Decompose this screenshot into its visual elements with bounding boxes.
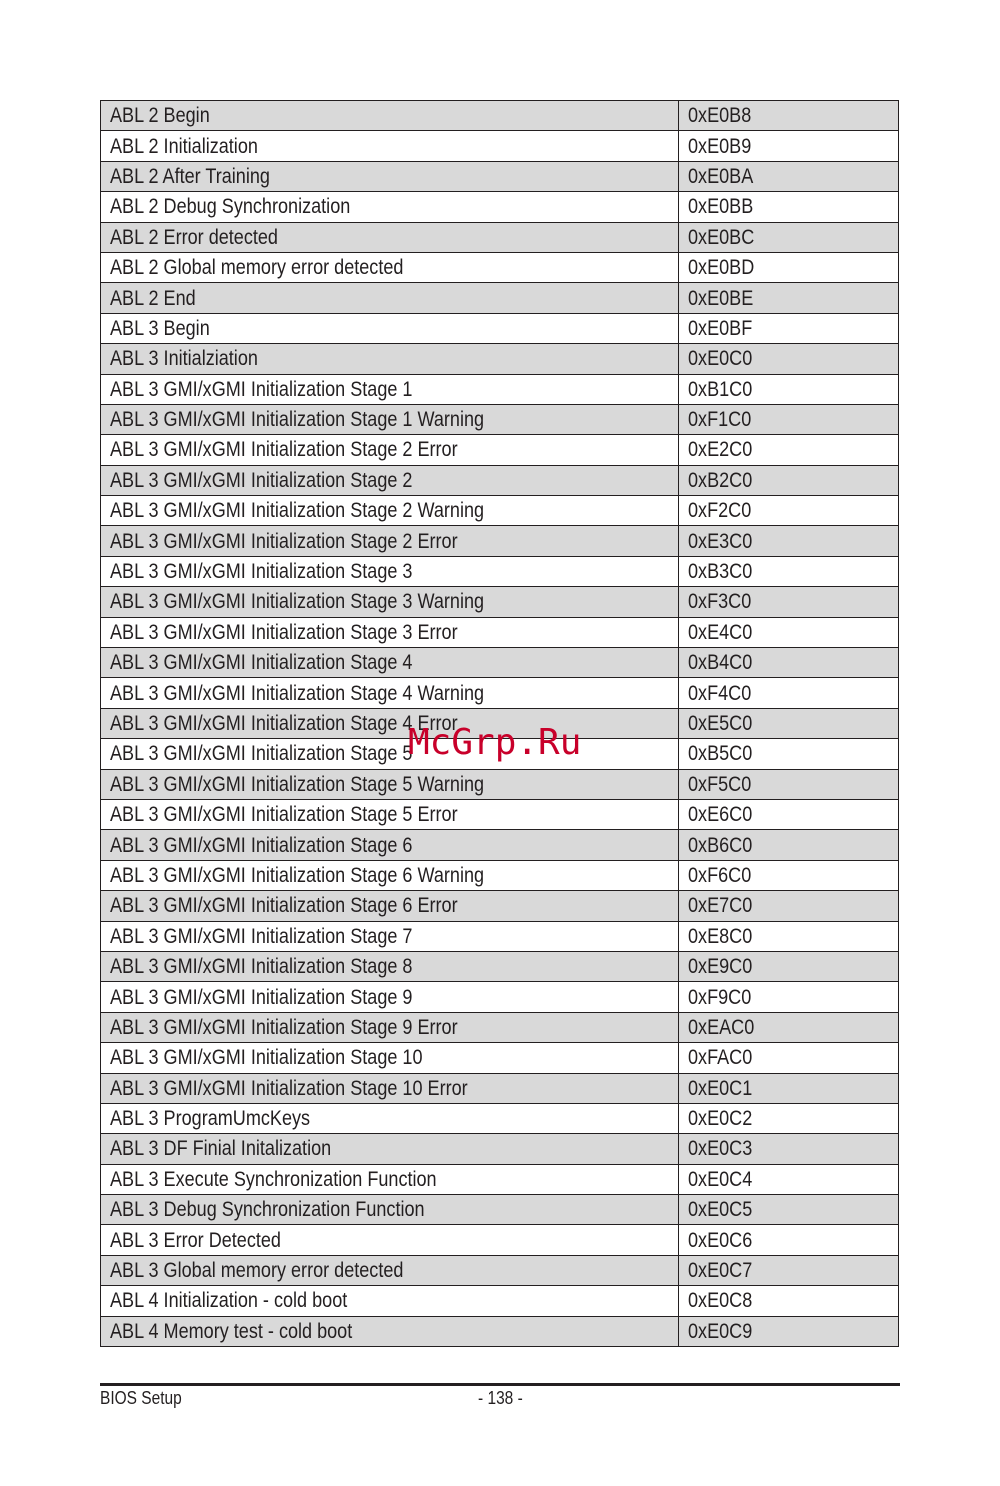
checkpoint-description: ABL 3 Global memory error detected: [110, 1259, 404, 1283]
table-row: [101, 921, 899, 951]
checkpoint-code-cell: [679, 1073, 899, 1103]
checkpoint-description: ABL 3 GMI/xGMI Initialization Stage 4: [110, 651, 413, 675]
checkpoint-description-cell: [101, 374, 679, 404]
checkpoint-code-cell: [679, 526, 899, 556]
checkpoint-code: 0xE0C6: [688, 1228, 753, 1252]
table-row: [101, 465, 899, 495]
table-row: [101, 1103, 899, 1133]
checkpoint-code-cell: [679, 799, 899, 829]
checkpoint-code: 0xE9C0: [688, 955, 753, 979]
checkpoint-code-cell: [679, 830, 899, 860]
checkpoint-description-cell: [101, 921, 679, 951]
checkpoint-description-cell: [101, 982, 679, 1012]
checkpoint-description-cell: [101, 1073, 679, 1103]
checkpoint-description: ABL 3 GMI/xGMI Initialization Stage 1: [110, 377, 413, 401]
checkpoint-code: 0xB3C0: [688, 560, 753, 584]
checkpoint-code: 0xE0BE: [688, 286, 754, 310]
checkpoint-code: 0xE5C0: [688, 712, 753, 735]
checkpoint-code: 0xE0C9: [688, 1319, 753, 1343]
checkpoint-code: 0xF3C0: [688, 590, 752, 614]
table-row: [101, 131, 899, 161]
checkpoint-code: 0xF9C0: [688, 985, 752, 1009]
checkpoint-code: 0xE0BF: [688, 316, 753, 340]
checkpoint-description-cell: [101, 1103, 679, 1133]
table-row: [101, 860, 899, 890]
footer-section-label: BIOS Setup: [100, 1388, 182, 1408]
checkpoint-code-cell: [679, 982, 899, 1012]
checkpoint-description: ABL 3 DF Finial Initalization: [110, 1137, 332, 1161]
checkpoint-code: 0xE8C0: [688, 924, 753, 948]
checkpoint-description: ABL 2 Initialization: [110, 134, 258, 158]
checkpoint-code: 0xF4C0: [688, 681, 752, 705]
checkpoint-description-cell: [101, 526, 679, 556]
checkpoint-code-cell: [679, 435, 899, 465]
checkpoint-description: ABL 2 Global memory error detected: [110, 256, 404, 280]
checkpoint-description-cell: [101, 739, 679, 769]
checkpoint-code: 0xF6C0: [688, 863, 752, 887]
checkpoint-description-cell: [101, 1134, 679, 1164]
checkpoint-description: ABL 4 Memory test - cold boot: [110, 1319, 353, 1343]
checkpoint-description: ABL 3 GMI/xGMI Initialization Stage 3 Warning: [110, 590, 485, 614]
table-row: [101, 769, 899, 799]
checkpoint-description-cell: [101, 101, 679, 131]
checkpoint-code-cell: [679, 1103, 899, 1133]
table-row: [101, 435, 899, 465]
checkpoint-code-cell: [679, 1195, 899, 1225]
checkpoint-code-cell: [679, 1012, 899, 1042]
table-row: [101, 1043, 899, 1073]
checkpoint-description: ABL 2 Error detected: [110, 225, 278, 249]
checkpoint-description: ABL 3 GMI/xGMI Initialization Stage 2 Error: [110, 438, 458, 462]
checkpoint-code-cell: [679, 161, 899, 191]
footer-section-title: [100, 1387, 195, 1409]
checkpoint-code-cell: [679, 769, 899, 799]
checkpoint-code: 0xE0C7: [688, 1259, 753, 1283]
checkpoint-description-cell: [101, 617, 679, 647]
checkpoint-description: ABL 3 Begin: [110, 316, 210, 340]
table-row: [101, 1316, 899, 1346]
checkpoint-description-cell: [101, 769, 679, 799]
checkpoint-description-cell: [101, 465, 679, 495]
table-row: [101, 496, 899, 526]
checkpoint-code-cell: [679, 192, 899, 222]
checkpoint-description-cell: [101, 1316, 679, 1346]
checkpoint-description-cell: [101, 161, 679, 191]
checkpoint-code: 0xF2C0: [688, 499, 752, 523]
table-row: [101, 283, 899, 313]
checkpoint-code: 0xE0BD: [688, 256, 755, 280]
checkpoint-description-cell: [101, 860, 679, 890]
checkpoint-code: 0xE0BC: [688, 225, 755, 249]
checkpoint-description: ABL 3 GMI/xGMI Initialization Stage 6: [110, 833, 413, 857]
checkpoint-code-cell: [679, 252, 899, 282]
checkpoint-code-cell: [679, 617, 899, 647]
checkpoint-code-cell: [679, 1134, 899, 1164]
table-row: [101, 1255, 899, 1285]
checkpoint-code-cell: [679, 313, 899, 343]
checkpoint-description-cell: [101, 708, 679, 738]
checkpoint-code: 0xE2C0: [688, 438, 753, 462]
checkpoint-code-cell: [679, 1225, 899, 1255]
checkpoint-description-cell: [101, 1012, 679, 1042]
checkpoint-description-cell: [101, 1195, 679, 1225]
table-row: [101, 313, 899, 343]
checkpoint-description: ABL 3 GMI/xGMI Initialization Stage 9 Error: [110, 1015, 458, 1039]
checkpoint-code-cell: [679, 556, 899, 586]
table-row: [101, 951, 899, 981]
checkpoint-code-cell: [679, 951, 899, 981]
checkpoint-description: ABL 3 GMI/xGMI Initialization Stage 5 Warning: [110, 772, 485, 796]
checkpoint-code: 0xE3C0: [688, 529, 753, 553]
checkpoint-description: ABL 3 GMI/xGMI Initialization Stage 6 Error: [110, 894, 458, 918]
checkpoint-description-cell: [101, 404, 679, 434]
checkpoint-code: 0xE0C4: [688, 1167, 753, 1191]
checkpoint-code: 0xB6C0: [688, 833, 753, 857]
checkpoint-description: ABL 3 GMI/xGMI Initialization Stage 3: [110, 560, 413, 584]
table-row: [101, 526, 899, 556]
table-row: [101, 252, 899, 282]
checkpoint-code-cell: [679, 921, 899, 951]
table-row: [101, 192, 899, 222]
checkpoint-description: ABL 2 Begin: [110, 104, 210, 128]
footer-divider: [100, 1383, 900, 1386]
checkpoint-code-cell: [679, 891, 899, 921]
checkpoint-description: ABL 3 Error Detected: [110, 1228, 281, 1252]
table-row: [101, 830, 899, 860]
checkpoint-code-cell: [679, 678, 899, 708]
checkpoint-description: ABL 2 Debug Synchronization: [110, 195, 351, 219]
checkpoint-description-cell: [101, 435, 679, 465]
table-row: [101, 344, 899, 374]
checkpoint-code: 0xE0B9: [688, 134, 752, 158]
table-row: [101, 1134, 899, 1164]
checkpoint-code-cell: [679, 404, 899, 434]
checkpoint-description: ABL 3 GMI/xGMI Initialization Stage 5: [110, 742, 413, 766]
table-row: [101, 556, 899, 586]
checkpoint-description: ABL 3 GMI/xGMI Initialization Stage 10: [110, 1046, 423, 1070]
checkpoint-description: ABL 3 GMI/xGMI Initialization Stage 5 Error: [110, 803, 458, 827]
checkpoint-description-cell: [101, 344, 679, 374]
table-row: [101, 648, 899, 678]
checkpoint-description: ABL 3 GMI/xGMI Initialization Stage 2 Error: [110, 529, 458, 553]
checkpoint-code-cell: [679, 496, 899, 526]
checkpoint-description: ABL 3 GMI/xGMI Initialization Stage 9: [110, 985, 413, 1009]
checkpoint-code: 0xE0C8: [688, 1289, 753, 1313]
table-row: [101, 1286, 899, 1316]
table-row: [101, 1012, 899, 1042]
checkpoint-description-cell: [101, 1286, 679, 1316]
table-row: [101, 799, 899, 829]
checkpoint-description: ABL 3 GMI/xGMI Initialization Stage 8: [110, 955, 413, 979]
checkpoint-description: ABL 3 GMI/xGMI Initialization Stage 2: [110, 468, 413, 492]
checkpoint-code-cell: [679, 860, 899, 890]
table-row: [101, 678, 899, 708]
checkpoint-code: 0xE0C0: [688, 347, 753, 371]
checkpoint-code: 0xE6C0: [688, 803, 753, 827]
checkpoint-code-cell: [679, 1164, 899, 1194]
table-row: [101, 982, 899, 1012]
table-row: [101, 1225, 899, 1255]
checkpoint-description: ABL 3 GMI/xGMI Initialization Stage 3 Error: [110, 620, 458, 644]
checkpoint-code-cell: [679, 708, 899, 738]
checkpoint-code: 0xE0BB: [688, 195, 754, 219]
checkpoint-description-cell: [101, 496, 679, 526]
checkpoint-description-cell: [101, 313, 679, 343]
checkpoint-description-cell: [101, 131, 679, 161]
checkpoint-description-cell: [101, 830, 679, 860]
checkpoint-description-cell: [101, 951, 679, 981]
checkpoint-description: ABL 3 GMI/xGMI Initialization Stage 1 Warning: [110, 408, 485, 432]
checkpoint-code: 0xE7C0: [688, 894, 753, 918]
checkpoint-description-cell: [101, 252, 679, 282]
table-row: [101, 222, 899, 252]
table-row: [101, 587, 899, 617]
checkpoint-description-cell: [101, 799, 679, 829]
checkpoint-description-cell: [101, 556, 679, 586]
checkpoint-description: ABL 3 GMI/xGMI Initialization Stage 4 Error: [110, 712, 458, 735]
checkpoint-code: 0xF5C0: [688, 772, 752, 796]
table-row: [101, 617, 899, 647]
checkpoint-code: 0xE0C2: [688, 1107, 753, 1131]
checkpoint-description-cell: [101, 1164, 679, 1194]
checkpoint-description: ABL 3 GMI/xGMI Initialization Stage 7: [110, 924, 413, 948]
checkpoint-code: 0xB4C0: [688, 651, 753, 675]
checkpoint-code: 0xB5C0: [688, 742, 753, 766]
table-row: [101, 1073, 899, 1103]
checkpoint-description-cell: [101, 678, 679, 708]
checkpoint-code-cell: [679, 1316, 899, 1346]
checkpoint-code: 0xF1C0: [688, 408, 752, 432]
checkpoint-description-cell: [101, 283, 679, 313]
checkpoint-code-cell: [679, 131, 899, 161]
checkpoint-code: 0xFAC0: [688, 1046, 753, 1070]
checkpoint-description: ABL 3 GMI/xGMI Initialization Stage 6 Warning: [110, 863, 485, 887]
checkpoint-code: 0xE4C0: [688, 620, 753, 644]
checkpoint-code: 0xEAC0: [688, 1015, 755, 1039]
table-row: [101, 1195, 899, 1225]
checkpoint-description: ABL 3 Execute Synchronization Function: [110, 1167, 437, 1191]
checkpoint-description-cell: [101, 1225, 679, 1255]
checkpoint-code: 0xB2C0: [688, 468, 753, 492]
checkpoint-description: ABL 3 GMI/xGMI Initialization Stage 10 Error: [110, 1076, 468, 1100]
checkpoint-code-cell: [679, 648, 899, 678]
checkpoint-code-cell: [679, 283, 899, 313]
checkpoint-code-cell: [679, 465, 899, 495]
watermark-text: McGrp.Ru: [408, 722, 582, 763]
checkpoint-description-cell: [101, 648, 679, 678]
checkpoint-description: ABL 3 GMI/xGMI Initialization Stage 4 Warning: [110, 681, 485, 705]
checkpoint-code-cell: [679, 1043, 899, 1073]
checkpoint-description: ABL 2 End: [110, 286, 196, 310]
footer-page-number-label: - 138 -: [478, 1388, 523, 1408]
table-row: [101, 891, 899, 921]
checkpoint-code: 0xE0BA: [688, 164, 754, 188]
checkpoint-code-cell: [679, 344, 899, 374]
table-row: [101, 374, 899, 404]
footer-page-number: [478, 1387, 530, 1409]
checkpoint-code-cell: [679, 222, 899, 252]
checkpoint-code-cell: [679, 739, 899, 769]
checkpoint-code: 0xE0C1: [688, 1076, 753, 1100]
checkpoint-description: ABL 3 Debug Synchronization Function: [110, 1198, 425, 1222]
checkpoint-description: ABL 2 After Training: [110, 164, 270, 188]
checkpoint-description: ABL 4 Initialization - cold boot: [110, 1289, 348, 1313]
checkpoint-code-cell: [679, 374, 899, 404]
checkpoint-description-cell: [101, 891, 679, 921]
checkpoint-code: 0xB1C0: [688, 377, 753, 401]
checkpoint-description-cell: [101, 1255, 679, 1285]
checkpoint-description-cell: [101, 587, 679, 617]
checkpoint-code: 0xE0B8: [688, 104, 752, 128]
checkpoint-code: 0xE0C5: [688, 1198, 753, 1222]
checkpoint-code-cell: [679, 1286, 899, 1316]
checkpoint-description: ABL 3 ProgramUmcKeys: [110, 1107, 311, 1131]
checkpoint-code: 0xE0C3: [688, 1137, 753, 1161]
checkpoint-description-cell: [101, 1043, 679, 1073]
table-row: [101, 404, 899, 434]
checkpoint-code-cell: [679, 587, 899, 617]
checkpoint-code-cell: [679, 101, 899, 131]
checkpoint-description-cell: [101, 192, 679, 222]
table-row: [101, 1164, 899, 1194]
checkpoint-description: ABL 3 Initialziation: [110, 347, 258, 371]
checkpoint-code-cell: [679, 1255, 899, 1285]
checkpoint-description: ABL 3 GMI/xGMI Initialization Stage 2 Warning: [110, 499, 485, 523]
table-row: [101, 161, 899, 191]
table-row: [101, 101, 899, 131]
checkpoint-description-cell: [101, 222, 679, 252]
